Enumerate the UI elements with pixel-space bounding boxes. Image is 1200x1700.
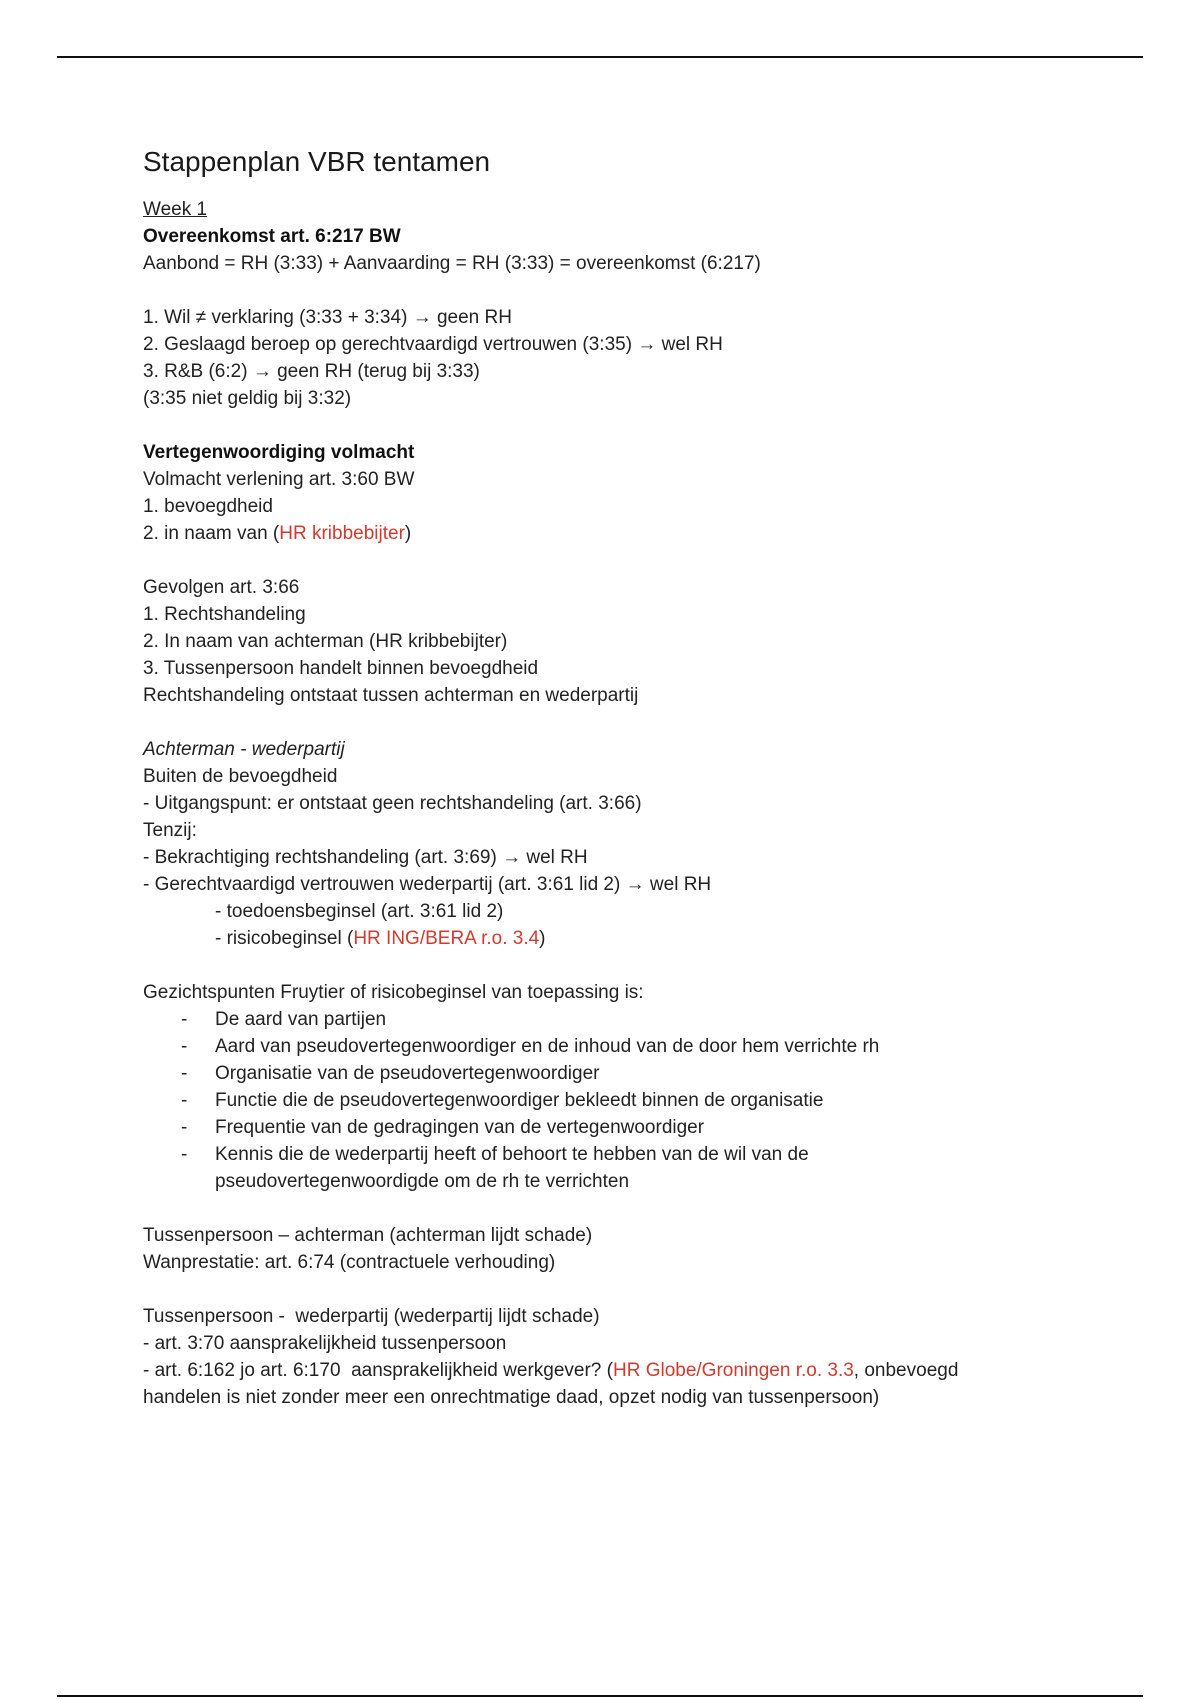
bullet-item: - Aard van pseudovertegenwoordiger en de inhoud van de door hem verrichte rh	[143, 1033, 1073, 1060]
list-item: 2. in naam van (HR kribbebijter)	[143, 523, 412, 544]
bullet-dash: -	[181, 1144, 188, 1165]
page-title: Stappenplan VBR tentamen	[143, 146, 491, 177]
list-item: 2. Geslaagd beroep op gerechtvaardigd vertrouwen (3:35) → wel RH	[143, 334, 723, 355]
document-page	[143, 140, 1073, 1411]
list-item: 1. Wil ≠ verklaring (3:33 + 3:34) → geen RH	[143, 307, 512, 328]
section-heading-tussenpersoon-wederpartij: Tussenpersoon - wederpartij (wederpartij lijdt schade)	[143, 1306, 600, 1327]
text-line: Wanprestatie: art. 6:74 (contractuele verhouding)	[143, 1252, 556, 1273]
text-line: - Gerechtvaardigd vertrouwen wederpartij (art. 3:61 lid 2) → wel RH	[143, 874, 712, 895]
bullet-dash: -	[181, 1117, 188, 1138]
bullet-item: - Frequentie van de gedragingen van de vertegenwoordiger	[143, 1114, 1073, 1141]
header-rule	[57, 56, 1143, 58]
case-reference: HR ING/BERA r.o. 3.4	[353, 928, 540, 949]
conclusion-line: Rechtshandeling ontstaat tussen achterman en wederpartij	[143, 685, 639, 706]
bullet-item: - Functie die de pseudovertegenwoordiger bekleedt binnen de organisatie	[143, 1087, 1073, 1114]
text-line: - Uitgangspunt: er ontstaat geen rechtshandeling (art. 3:66)	[143, 793, 642, 814]
list-item: 1. Rechtshandeling	[143, 604, 306, 625]
arrow-right-icon: →	[412, 307, 432, 328]
text-line: Buiten de bevoegdheid	[143, 766, 338, 787]
arrow-right-icon: →	[625, 874, 645, 895]
case-reference: HR Globe/Groningen r.o. 3.3	[612, 1360, 854, 1381]
arrow-right-icon: →	[252, 361, 272, 382]
bullet-dash: -	[181, 1090, 188, 1111]
section-heading-gevolgen: Gevolgen art. 3:66	[143, 577, 300, 598]
section-heading-tussenpersoon-achterman: Tussenpersoon – achterman (achterman lijdt schade)	[143, 1225, 593, 1246]
list-item: 1. bevoegdheid	[143, 496, 273, 517]
indented-line: - toedoensbeginsel (art. 3:61 lid 2)	[215, 901, 504, 922]
arrow-right-icon: →	[637, 334, 657, 355]
bullet-dash: -	[181, 1036, 188, 1057]
section-heading-achterman: Achterman - wederpartij	[143, 739, 345, 760]
section-heading-overeenkomst: Overeenkomst art. 6:217 BW	[143, 226, 401, 247]
bullet-item: - Organisatie van de pseudovertegenwoordiger	[143, 1060, 1073, 1087]
formula-line: Aanbond = RH (3:33) + Aanvaarding = RH (3:33) = overeenkomst (6:217)	[143, 253, 761, 274]
case-reference: HR kribbebijter	[279, 523, 405, 544]
section-heading-volmacht: Vertegenwoordiging volmacht	[143, 442, 415, 463]
note-line: (3:35 niet geldig bij 3:32)	[143, 388, 352, 409]
text-line: handelen is niet zonder meer een onrechtmatige daad, opzet nodig van tussenpersoon)	[143, 1387, 880, 1408]
bullet-dash: -	[181, 1063, 188, 1084]
list-item: 2. In naam van achterman (HR kribbebijter)	[143, 631, 508, 652]
text-line: Tenzij:	[143, 820, 197, 841]
indented-line: - risicobeginsel (HR ING/BERA r.o. 3.4)	[215, 928, 546, 949]
subheading: Volmacht verlening art. 3:60 BW	[143, 469, 415, 490]
text-line: - art. 6:162 jo art. 6:170 aansprakelijkheid werkgever? (HR Globe/Groningen r.o. 3.3, onbevoegd	[143, 1360, 959, 1381]
bullet-dash: -	[181, 1009, 188, 1030]
list-item: 3. R&B (6:2) → geen RH (terug bij 3:33)	[143, 361, 480, 382]
text-line: - art. 3:70 aansprakelijkheid tussenpersoon	[143, 1333, 507, 1354]
bullet-item: - Kennis die de wederpartij heeft of behoort te hebben van de wil van de pseudovertegenwoordigde om de rh te verrichten	[143, 1141, 915, 1195]
footer-rule	[57, 1695, 1143, 1697]
arrow-right-icon: →	[502, 847, 522, 868]
week-heading: Week 1	[143, 199, 208, 220]
section-heading-gezichtspunten: Gezichtspunten Fruytier of risicobeginsel van toepassing is:	[143, 982, 644, 1003]
bullet-item: - De aard van partijen	[143, 1006, 1073, 1033]
list-item: 3. Tussenpersoon handelt binnen bevoegdheid	[143, 658, 539, 679]
text-line: - Bekrachtiging rechtshandeling (art. 3:69) → wel RH	[143, 847, 588, 868]
